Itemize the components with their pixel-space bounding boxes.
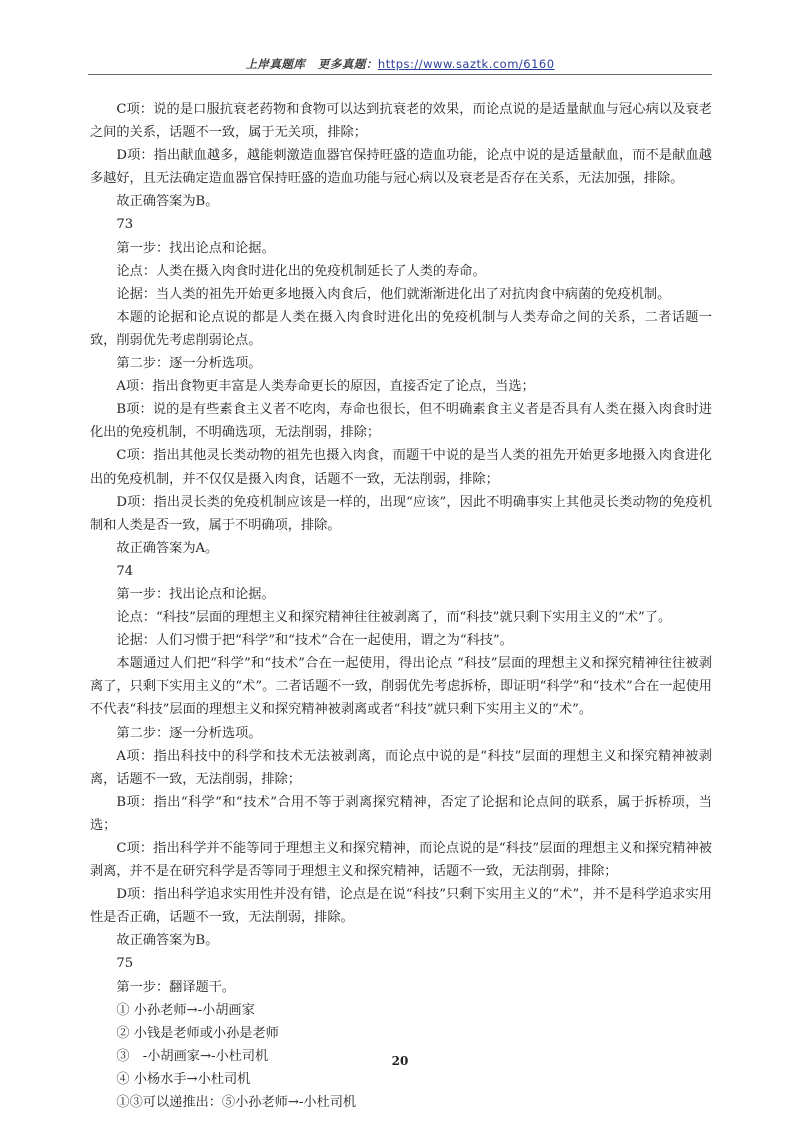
paragraph: C项：指出其他灵长类动物的祖先也摄入肉食，而题干中说的是当人类的祖先开始更多地摄入肉食进化出的免疫机制，并不仅仅是摄入肉食，话题不一致，无法削弱，排除； xyxy=(90,448,712,487)
paragraph: 故正确答案为B。 xyxy=(116,194,219,210)
header-url-link[interactable]: https://www.saztk.com/6160 xyxy=(377,57,555,71)
paragraph: D项：指出科学追求实用性并没有错，论点是在说“科技”只剩下实用主义的“术”，并不是科学追求实用性是否正确，话题不一致，无法削弱，排除。 xyxy=(90,887,712,926)
paragraph: 75 xyxy=(116,956,134,972)
page-number: 20 xyxy=(391,1054,409,1068)
paragraph: 第一步：翻译题干。 xyxy=(116,979,236,995)
paragraph: 73 xyxy=(116,217,134,233)
paragraph: 本题通过人们把“科学”和“技术”合在一起使用，得出论点 “科技”层面的理想主义和探究精神往往被剥离了，只剩下实用主义的“术”。二者话题不一致，削弱优先考虑拆桥，即证明“科学”和“技术”合在一起使用不代表“科技”层面的理想主义和探究精神被剥离或者“科技”就只剩下实用主义的“术”。 xyxy=(90,656,712,718)
paragraph: A项：指出科技中的科学和技术无法被剥离，而论点中说的是“科技”层面的理想主义和探究精神被剥离，话题不一致，无法削弱，排除； xyxy=(90,748,712,787)
page-header xyxy=(0,56,800,72)
paragraph: B项：说的是有些素食主义者不吃肉，寿命也很长，但不明确素食主义者是否具有人类在摄入肉食时进化出的免疫机制，不明确选项，无法削弱，排除； xyxy=(90,402,712,441)
paragraph: 本题的论据和论点说的都是人类在摄入肉食时进化出的免疫机制与人类寿命之间的关系，二者话题一致，削弱优先考虑削弱论点。 xyxy=(90,309,712,348)
paragraph: 第二步：逐一分析选项。 xyxy=(116,725,262,741)
paragraph: 论据：人们习惯于把“科学”和“技术”合在一起使用，谓之为“科技”。 xyxy=(116,633,513,649)
paragraph: 第二步：逐一分析选项。 xyxy=(116,356,262,372)
paragraph: 74 xyxy=(116,563,134,579)
paragraph: ③ -小胡画家→-小杜司机 xyxy=(116,1048,269,1064)
paragraph: 故正确答案为B。 xyxy=(116,933,219,949)
header-more-label: 更多真题： xyxy=(317,57,378,71)
paragraph: ④ 小杨水手→小杜司机 xyxy=(116,1071,251,1087)
document-body xyxy=(90,98,712,1114)
header-rule xyxy=(88,74,712,75)
paragraph: D项：指出灵长类的免疫机制应该是一样的，出现“应该”，因此不明确事实上其他灵长类动物的免疫机制和人类是否一致，属于不明确项，排除。 xyxy=(90,494,712,533)
paragraph: B项：指出“科学”和“技术”合用不等于剥离探究精神，否定了论据和论点间的联系，属于拆桥项，当选； xyxy=(90,794,712,833)
paragraph: 论点：人类在摄入肉食时进化出的免疫机制延长了人类的寿命。 xyxy=(116,263,486,279)
paragraph: 第一步：找出论点和论据。 xyxy=(116,240,275,256)
paragraph: C项：指出科学并不能等同于理想主义和探究精神，而论点说的是“科技”层面的理想主义和探究精神被剥离，并不是在研究科学是否等同于理想主义和探究精神，话题不一致，无法削弱，排除； xyxy=(90,841,712,880)
paragraph: 第一步：找出论点和论据。 xyxy=(116,586,275,602)
paragraph: A项：指出食物更丰富是人类寿命更长的原因，直接否定了论点，当选； xyxy=(116,379,535,395)
paragraph: ① 小孙老师→-小胡画家 xyxy=(116,1002,255,1018)
paragraph: C项：说的是口服抗衰老药物和食物可以达到抗衰老的效果，而论点说的是适量献血与冠心病以及衰老之间的关系，话题不一致，属于无关项，排除； xyxy=(90,102,712,141)
paragraph: 论点：“科技”层面的理想主义和探究精神往往被剥离了，而“科技”就只剩下实用主义的“术”了。 xyxy=(116,610,672,626)
paragraph: D项：指出献血越多，越能刺激造血器官保持旺盛的造血功能，论点中说的是适量献血，而不是献血越多越好，且无法确定造血器官保持旺盛的造血功能与冠心病以及衰老是否存在关系，无法加强，排除。 xyxy=(90,148,712,187)
paragraph: ② 小钱是老师或小孙是老师 xyxy=(116,1025,279,1041)
paragraph: ①③可以递推出：⑤小孙老师→-小杜司机 xyxy=(116,1095,357,1111)
paragraph: 故正确答案为A。 xyxy=(116,540,219,556)
header-brand: 上岸真题库 xyxy=(245,57,306,71)
paragraph: 论据：当人类的祖先开始更多地摄入肉食后，他们就渐渐进化出了对抗肉食中病菌的免疫机制。 xyxy=(116,286,671,302)
